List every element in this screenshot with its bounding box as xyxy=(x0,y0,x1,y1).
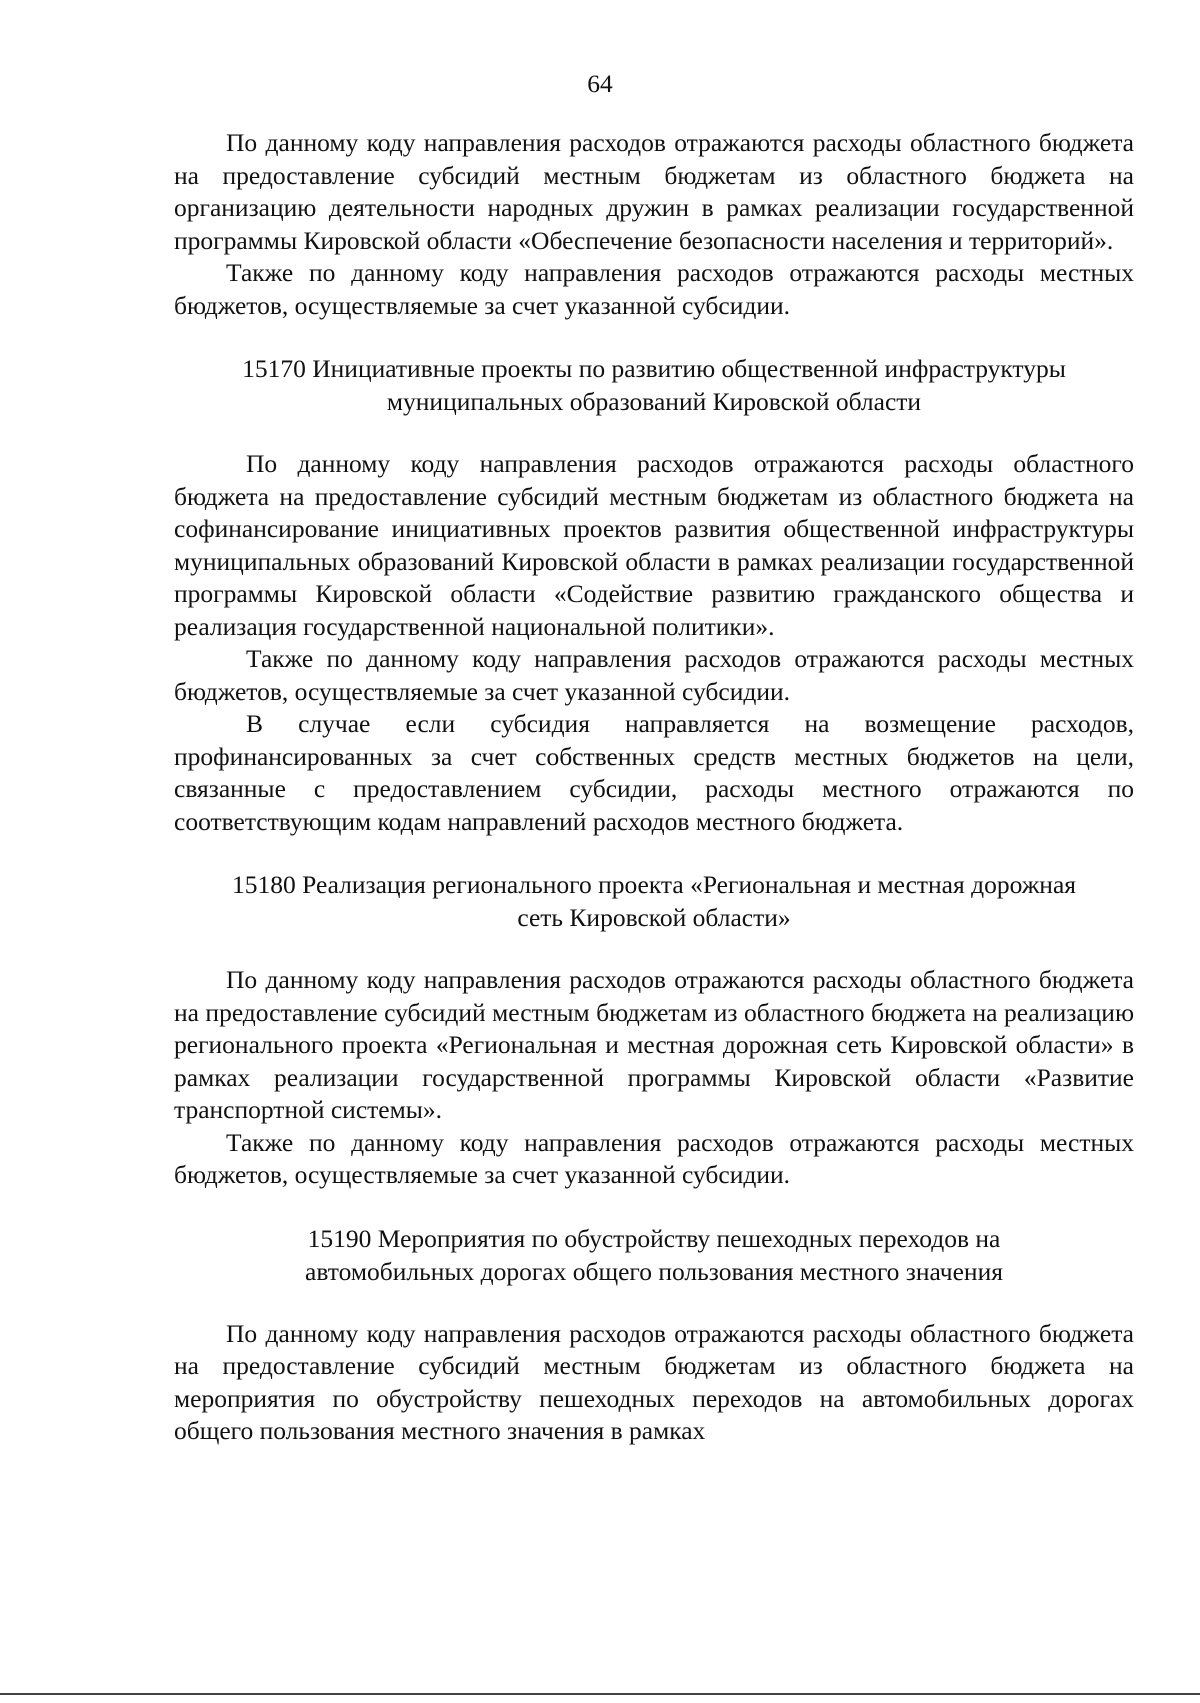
section-heading-line: 15180 Реализация регионального проекта «Региональная и местная дорожная xyxy=(231,870,1076,899)
paragraph: Также по данному коду направления расходов отражаются расходы местных бюджетов, осуществляемые за счет указанной субсидии. xyxy=(174,1127,1134,1189)
section-15170 xyxy=(174,352,1134,838)
section-15190 xyxy=(174,1222,1134,1448)
section-heading-line: 15190 Мероприятия по обустройству пешеходных переходов на xyxy=(307,1223,1001,1253)
section-heading-line: муниципальных образований Кировской области xyxy=(386,387,922,416)
paragraph: По данному коду направления расходов отражаются расходы областного бюджета на предоставление субсидий местным бюджетам из областного бюджета на реализацию регионального проекта «Региональная и местная дорожная сеть Кировской области» в рамках реализации государственной программы Кировской области «Развитие транспортной системы». xyxy=(174,965,1134,1124)
paragraph: По данному коду направления расходов отражаются расходы областного бюджета на предоставление субсидий местным бюджетам из областного бюджета на софинансирование инициативных проектов развития общественной инфраструктуры муниципальных образований Кировской области в рамках реализации государственной программы Кировской области «Содействие развитию гражданского общества и реализация государственной национальной политики». xyxy=(174,449,1134,641)
document-body xyxy=(174,127,1134,1448)
section-heading-line: сеть Кировской области» xyxy=(517,903,791,932)
section-heading-line: автомобильных дорогах общего пользования местного значения xyxy=(305,1256,1003,1286)
paragraph: Также по данному коду направления расходов отражаются расходы местных бюджетов, осуществляемые за счет указанной субсидии. xyxy=(174,258,1134,320)
section-15180 xyxy=(174,868,1134,1192)
section-continuation xyxy=(174,127,1134,322)
paragraph: Также по данному коду направления расходов отражаются расходы местных бюджетов, осуществляемые за счет указанной субсидии. xyxy=(174,644,1134,706)
paragraph: По данному коду направления расходов отражаются расходы областного бюджета на предоставление субсидий местным бюджетам из областного бюджета на мероприятия по обустройству пешеходных переходов на автомобильных дорогах общего пользования местного значения в рамках xyxy=(174,1318,1134,1445)
paragraph: По данному коду направления расходов отражаются расходы областного бюджета на предоставление субсидий местным бюджетам из областного бюджета на организацию деятельности народных дружин в рамках реализации государственной программы Кировской области «Обеспечение безопасности населения и территорий». xyxy=(174,128,1134,255)
section-heading-line: 15170 Инициативные проекты по развитию общественной инфраструктуры xyxy=(242,354,1066,383)
page-number: 64 xyxy=(587,69,613,98)
scan-edge-line xyxy=(0,1693,1200,1695)
paragraph: В случае если субсидия направляется на возмещение расходов, профинансированных за счет собственных средств местных бюджетов на цели, связанные с предоставлением субсидии, расходы местного отражаются по соответствующим кодам направлений расходов местного бюджета. xyxy=(174,709,1134,836)
